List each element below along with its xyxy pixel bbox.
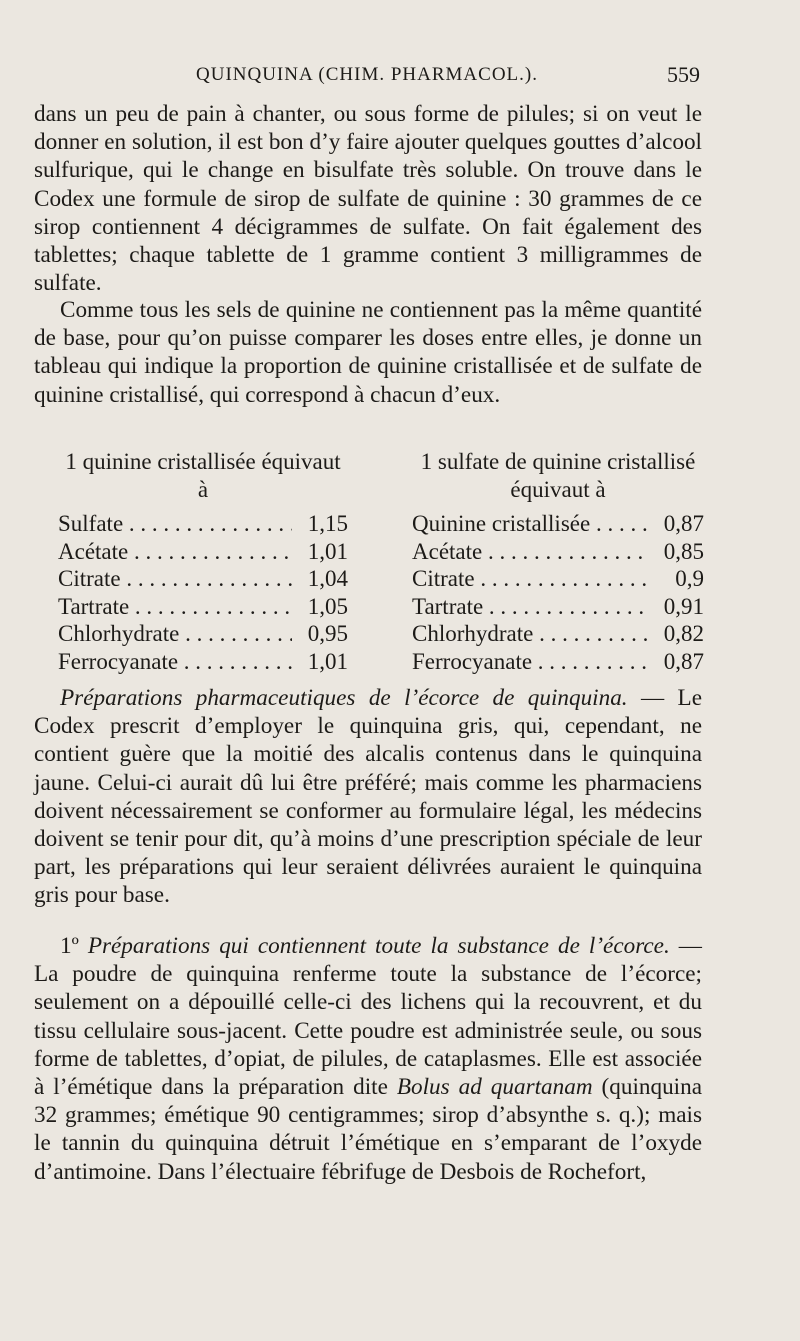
sulfate-table-row <box>412 510 704 538</box>
sulfate-table-heading: 1 sulfate de quinine cristallisé équivaut à <box>420 449 696 502</box>
sulfate-table-row-name: Tartrate . . . <box>412 593 648 621</box>
sulfate-table-row-name: Quinine cristallisée . . . <box>412 510 648 538</box>
paragraph-3-text: — Le Codex prescrit d’employer le quinquina gris, qui, cependant, ne contient guère que la moitié des alcalis contenus dans le quinquina jaune. Celui-ci aurait dû lui être préféré; mais comme les pharmaciens doivent nécessairement se conformer au formulaire légal, les médecins doivent se tenir pour dit, qu’à moins d’une prescription spéciale de leur part, les préparations qui leur seraient délivrées auraient le quinquina gris pour base. <box>34 685 702 909</box>
quinine-table-row-name: Acétate . . . <box>58 538 292 566</box>
sulfate-table-row-name: Citrate . . . <box>412 565 648 593</box>
quinine-table-row <box>58 648 348 676</box>
paragraph-4-text-b: (quinquina 32 grammes; émétique 90 centigrammes; sirop d’absynthe s. q.); mais le tannin du quinquina détruit l’émétique en s’emparant de l’oxyde d’antimoine. Dans l’électuaire fébrifuge de Desbois de Rochefort, <box>34 1074 702 1185</box>
paragraph-1: dans un peu de pain à chanter, ou sous forme de pilules; si on veut le donner en solution, il est bon d’y faire ajouter quelques gouttes d’alcool sulfurique, qui le change en bisulfate très soluble. On trouve dans le Codex une formule de sirop de sulfate de quinine : 30 grammes de ce sirop contiennent 4 décigrammes de sulfate. On fait également des tablettes; chaque tablette de 1 gramme contient 3 milligrammes de sulfate. <box>34 101 702 297</box>
sulfate-table-row <box>412 648 704 676</box>
sulfate-table-rows <box>412 510 704 675</box>
quinine-table-row-value: 1,01 <box>307 538 348 564</box>
running-header <box>34 62 700 92</box>
bolus-title: Bolus ad quartanam <box>396 1074 593 1101</box>
sulfate-table-row <box>412 538 704 566</box>
sulfate-table-row <box>412 565 704 593</box>
page-number: 559 <box>667 62 700 87</box>
quinine-table-row <box>58 565 348 593</box>
quinine-table-row-name: Tartrate . . . <box>58 593 292 621</box>
quinine-table-row-name: Ferrocyanate . . . <box>58 648 292 676</box>
quinine-table-row-name: Sulfate . . . <box>58 510 292 538</box>
quinine-table-row-name: Chlorhydrate . . . <box>58 620 292 648</box>
quinine-table-heading: 1 quinine cristallisée équivaut à <box>65 449 341 502</box>
sulfate-table-row-name: Acétate . . . <box>412 538 648 566</box>
sulfate-table-row <box>412 593 704 621</box>
sulfate-table-row-name: Chlorhydrate . . . <box>412 620 648 648</box>
quinine-table-row-value: 1,01 <box>307 648 348 674</box>
quinine-table-rows <box>58 510 348 675</box>
quinine-table-row <box>58 510 348 538</box>
running-title: QUINQUINA (CHIM. PHARMACOL.). <box>196 64 538 85</box>
quinine-table-row-value: 1,04 <box>307 566 348 591</box>
sulfate-table-row-value: 0,87 <box>663 648 704 674</box>
section-number: 1º <box>60 933 88 959</box>
sulfate-table-row-value: 0,91 <box>663 593 704 619</box>
sulfate-table-row-value: 0,82 <box>663 621 704 646</box>
sulfate-table-row-value: 0,9 <box>675 566 704 591</box>
quinine-table <box>58 448 348 675</box>
quinine-table-row-value: 1,05 <box>307 593 348 619</box>
quinine-table-row <box>58 593 348 621</box>
paragraph-4 <box>34 932 702 1186</box>
section-heading-substance: Préparations qui contiennent toute la substance de l’écorce. <box>87 933 670 959</box>
paragraph-3 <box>34 684 702 910</box>
sulfate-table-row <box>412 620 704 648</box>
quinine-table-row <box>58 538 348 566</box>
sulfate-table <box>412 448 704 675</box>
quinine-table-row-value: 0,95 <box>307 621 348 646</box>
quinine-table-row <box>58 620 348 648</box>
paragraph-2: Comme tous les sels de quinine ne contiennent pas la même quantité de base, pour qu’on puisse comparer les doses entre elles, je donne un tableau qui indique la proportion de quinine cristallisée et de sulfate de quinine cristallisé, qui correspond à chacun d’eux. <box>34 297 702 408</box>
sulfate-table-row-value: 0,85 <box>663 538 704 564</box>
section-heading-preparations: Préparations pharmaceutiques de l’écorce de quinquina. <box>60 685 628 711</box>
quinine-table-row-value: 1,15 <box>307 511 348 536</box>
sulfate-table-row-value: 0,87 <box>663 511 704 536</box>
sulfate-table-row-name: Ferrocyanate . . . <box>412 648 648 676</box>
paragraph-4-text-a: — La poudre de quinquina renferme toute la substance de l’écorce; seulement on a dépouillé celle-ci des lichens qui la recouvrent, et du tissu cellulaire sous-jacent. Cette poudre est administrée seule, ou sous forme de tablettes, d’opiat, de pilules, de cataplasmes. Elle est associée à l’émétique dans la préparation dite <box>34 933 702 1101</box>
quinine-table-row-name: Citrate . . . <box>58 565 292 593</box>
